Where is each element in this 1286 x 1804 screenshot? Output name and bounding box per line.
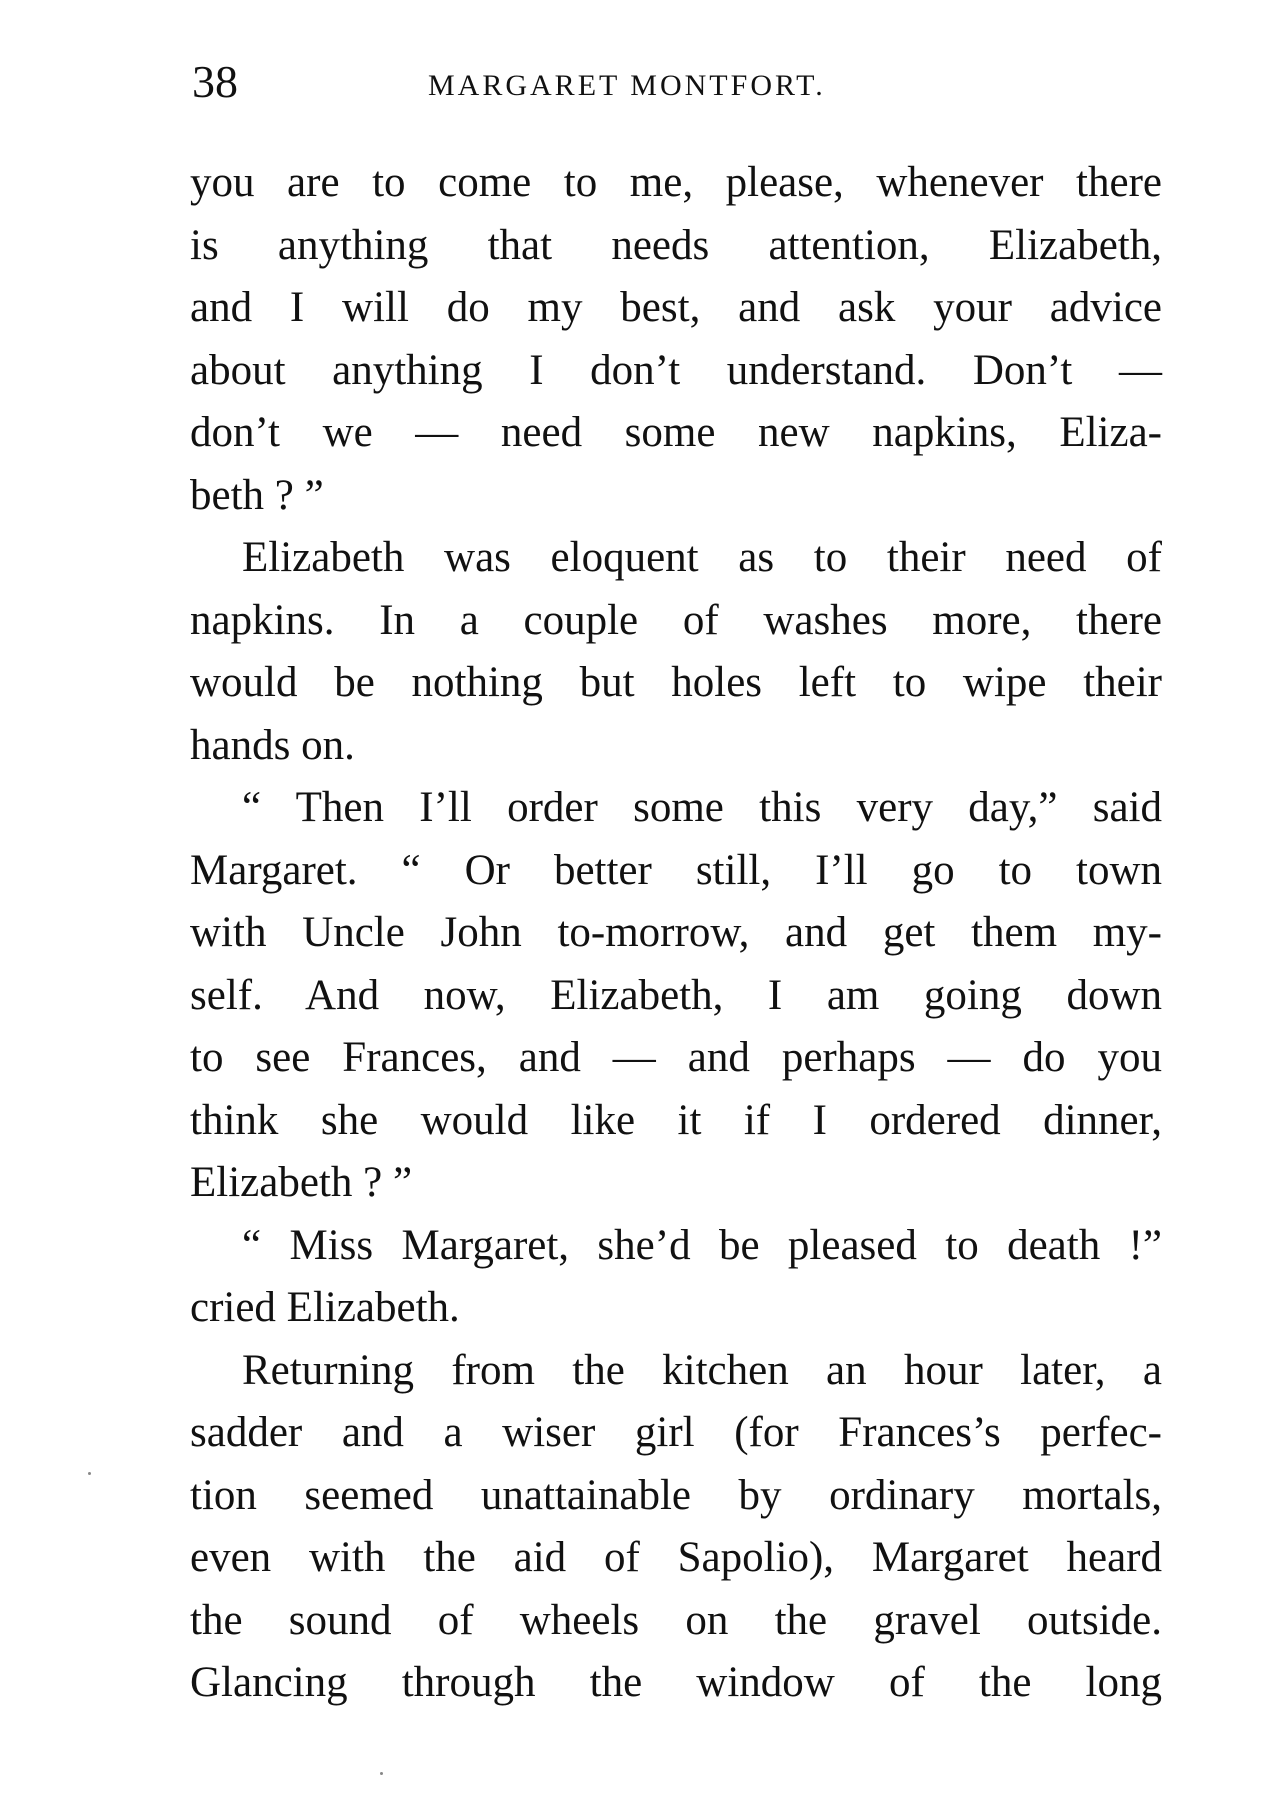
text-line: think she would like it if I ordered dinner, <box>190 1096 1162 1144</box>
text-line: tion seemed unattainable by ordinary mortals, <box>190 1471 1162 1519</box>
text-line: the sound of wheels on the gravel outside. <box>190 1596 1162 1644</box>
text-line: to see Frances, and — and perhaps — do you <box>190 1034 1162 1081</box>
text-line: napkins. In a couple of washes more, there <box>190 596 1162 644</box>
text-line: even with the aid of Sapolio), Margaret heard <box>190 1534 1162 1581</box>
text-line: “ Miss Margaret, she’d be pleased to death !” <box>242 1221 1162 1269</box>
text-line: cried Elizabeth. <box>190 1284 460 1331</box>
scan-speck <box>88 1472 91 1475</box>
text-line: Margaret. “ Or better still, I’ll go to town <box>190 846 1162 894</box>
text-line: Elizabeth was eloquent as to their need of <box>242 534 1162 581</box>
text-line: Glancing through the window of the long <box>190 1659 1162 1706</box>
paragraph <box>190 777 1162 1215</box>
text-line: and I will do my best, and ask your advice <box>190 284 1162 331</box>
paragraph <box>190 152 1162 527</box>
text-line: hands on. <box>190 721 355 769</box>
text-line: self. And now, Elizabeth, I am going down <box>190 971 1162 1019</box>
text-line: beth ? ” <box>190 471 324 519</box>
scan-speck <box>380 1772 383 1775</box>
text-line: don’t we — need some new napkins, Eliza- <box>190 409 1162 456</box>
paragraph <box>190 527 1162 777</box>
text-line: sadder and a wiser girl (for Frances’s perfec- <box>190 1409 1162 1456</box>
text-line: Elizabeth ? ” <box>190 1159 413 1206</box>
paragraph <box>190 1215 1162 1340</box>
text-line: would be nothing but holes left to wipe their <box>190 659 1162 706</box>
text-line: about anything I don’t understand. Don’t — <box>190 346 1162 394</box>
page-header <box>192 52 1168 112</box>
text-line: Returning from the kitchen an hour later, a <box>242 1346 1162 1394</box>
text-line: with Uncle John to-morrow, and get them my- <box>190 909 1162 956</box>
running-title: MARGARET MONTFORT. <box>428 69 826 102</box>
body-text <box>190 152 1162 1715</box>
text-line: you are to come to me, please, whenever there <box>190 159 1162 206</box>
paragraph <box>190 1340 1162 1715</box>
text-line: “ Then I’ll order some this very day,” said <box>242 784 1162 831</box>
page-number: 38 <box>192 56 238 107</box>
text-line: is anything that needs attention, Elizabeth, <box>190 221 1162 269</box>
